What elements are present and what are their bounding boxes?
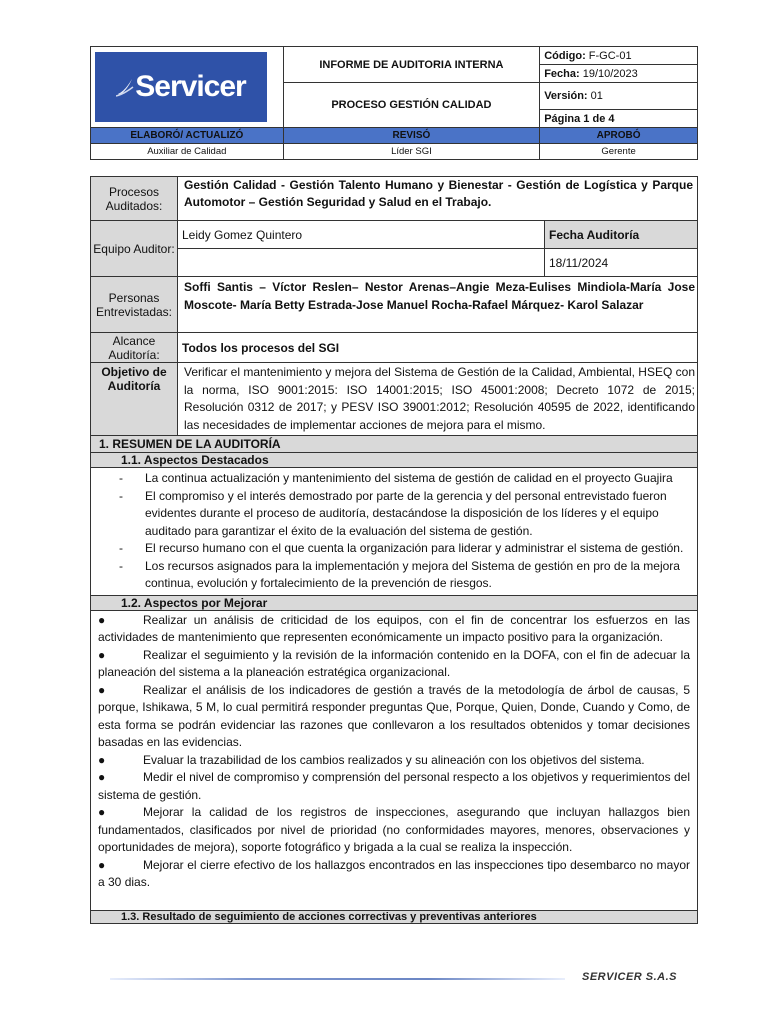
footer-company: SERVICER S.A.S [582,971,678,983]
procesos-value: Gestión Calidad - Gestión Talento Humano y Bienestar - Gestión de Logística y Parque Automotor – Gestión Seguridad y Salud en el Trabajo. [178,177,698,221]
aspectos-destacados-heading: 1.1. Aspectos Destacados [91,453,698,468]
role-reviso-value: Líder SGI [283,144,540,160]
list-item: - La continua actualización y mantenimiento del sistema de gestión de calidad en el proyecto Guajira [119,471,673,485]
aspectos-mejorar-list [91,610,698,910]
role-reviso-label: REVISÓ [283,128,540,144]
fecha-auditoria-value: 18/11/2024 [545,249,698,277]
logo-cell [91,47,284,128]
fecha-auditoria-label: Fecha Auditoría [545,221,698,249]
list-item: - El compromiso y el interés demostrado por parte de la gerencia y del personal entrevistado fueron evidentes durante el proceso de auditoría, destacándose la disposición de los líderes y el equipo auditado para garantizar el éxito de la evaluación del sistema de gestión. [119,488,667,538]
alcance-value: Todos los procesos del SGI [178,333,698,363]
alcance-label: Alcance Auditoría: [91,333,178,363]
personas-label: Personas Entrevistadas: [91,277,178,333]
version-field: Versión: 01 [540,83,698,110]
procesos-label: Procesos Auditados: [91,177,178,221]
aspectos-destacados-list [91,468,698,596]
seguimiento-heading: 1.3. Resultado de seguimiento de acciones correctivas y preventivas anteriores [91,910,698,923]
role-aprobo-label: APROBÓ [540,128,698,144]
objetivo-value: Verificar el mantenimiento y mejora del Sistema de Gestión de la Calidad, Ambiental, HSEQ con la norma, ISO 9001:2015: ISO 14001:2015; ISO 45001:2008; Decreto 1072 de 2015; Resolución 0312 de 2017; y PESV ISO 39001:2012; Resolución 40595 de 2022, identificando las necesidades de implementar acciones de mejora para el mismo. [178,363,698,436]
process-title: PROCESO GESTIÓN CALIDAD [283,83,540,128]
document-header [90,46,698,160]
equipo-value: Leidy Gomez Quintero [178,221,545,249]
list-item: - El recurso humano con el que cuenta la organización para liderar y administrar el sistema de gestión. [119,541,684,555]
list-item: ● Medir el nivel de compromiso y comprensión del personal respecto a los objetivos y requerimientos del sistema de gestión. [98,770,690,802]
list-item: ● Mejorar el cierre efectivo de los hallazgos encontrados en las inspecciones tipo desembarco no mayor a 30 dias. [98,857,690,889]
objetivo-label: Objetivo de Auditoría [91,363,178,436]
role-elaboro-label: ELABORÓ/ ACTUALIZÓ [91,128,284,144]
equipo-label: Equipo Auditor: [91,221,178,277]
list-item: ● Mejorar la calidad de los registros de inspecciones, asegurando que incluyan hallazgos bien fundamentados, clasificados por nivel de prioridad (no conformidades mayores, menores, observaciones y oportunidades de mejora), soporte fotográfico y brigada a la cual se realiza la inspección. [98,805,690,854]
role-elaboro-value: Auxiliar de Calidad [91,144,284,160]
list-item: ● Realizar un análisis de criticidad de los equipos, con el fin de concentrar los esfuerzos en las actividades de mantenimiento que representen económicamente un impacto positivo para la organización. [98,612,690,644]
personas-value: Soffi Santis – Víctor Reslen– Nestor Arenas–Angie Meza-Eulises Mindiola-María Jose Moscote- María Betty Estrada-Jose Manuel Rocha-Rafael Márquez- Karol Salazar [178,277,698,333]
list-item: ● Realizar el seguimiento y la revisión de la información contenido en la DOFA, con el fin de adecuar la planeación del sistema a la planeación estratégica organizacional. [98,647,690,679]
list-item: ● Evaluar la trazabilidad de los cambios realizados y su alineación con los objetivos del sistema. [98,752,645,767]
page-number: Página 1 de 4 [540,110,698,128]
logo-swoosh-icon [116,77,134,97]
list-item: ● Realizar el análisis de los indicadores de gestión a través de la metodología de árbol de causas, 5 porque, Ishikawa, 5 M, lo cual permitirá responder preguntas Que, Porque, Quien, Donde, Cuando y Como, de esta forma se podrán evidenciar las razones que conllevaron a los resultados obtenidos y tomar decisiones basadas en las evidencias. [98,682,690,749]
equipo-empty-cell [178,249,545,277]
list-item: - Los recursos asignados para la implementación y mejora del Sistema de gestión en pro de la mejora continua, evolución y fortalecimiento de la prevención de riesgos. [119,558,680,590]
aspectos-mejorar-heading: 1.2. Aspectos por Mejorar [91,595,698,610]
resumen-heading: 1. RESUMEN DE LA AUDITORÍA [91,436,698,453]
role-aprobo-value: Gerente [540,144,698,160]
report-title: INFORME DE AUDITORIA INTERNA [283,47,540,83]
footer-divider [110,978,565,980]
company-logo [95,52,267,122]
codigo-field: Código: F-GC-01 [540,47,698,65]
logo-text: Servicer [135,70,246,103]
audit-report-table [90,176,698,924]
fecha-field: Fecha: 19/10/2023 [540,65,698,83]
